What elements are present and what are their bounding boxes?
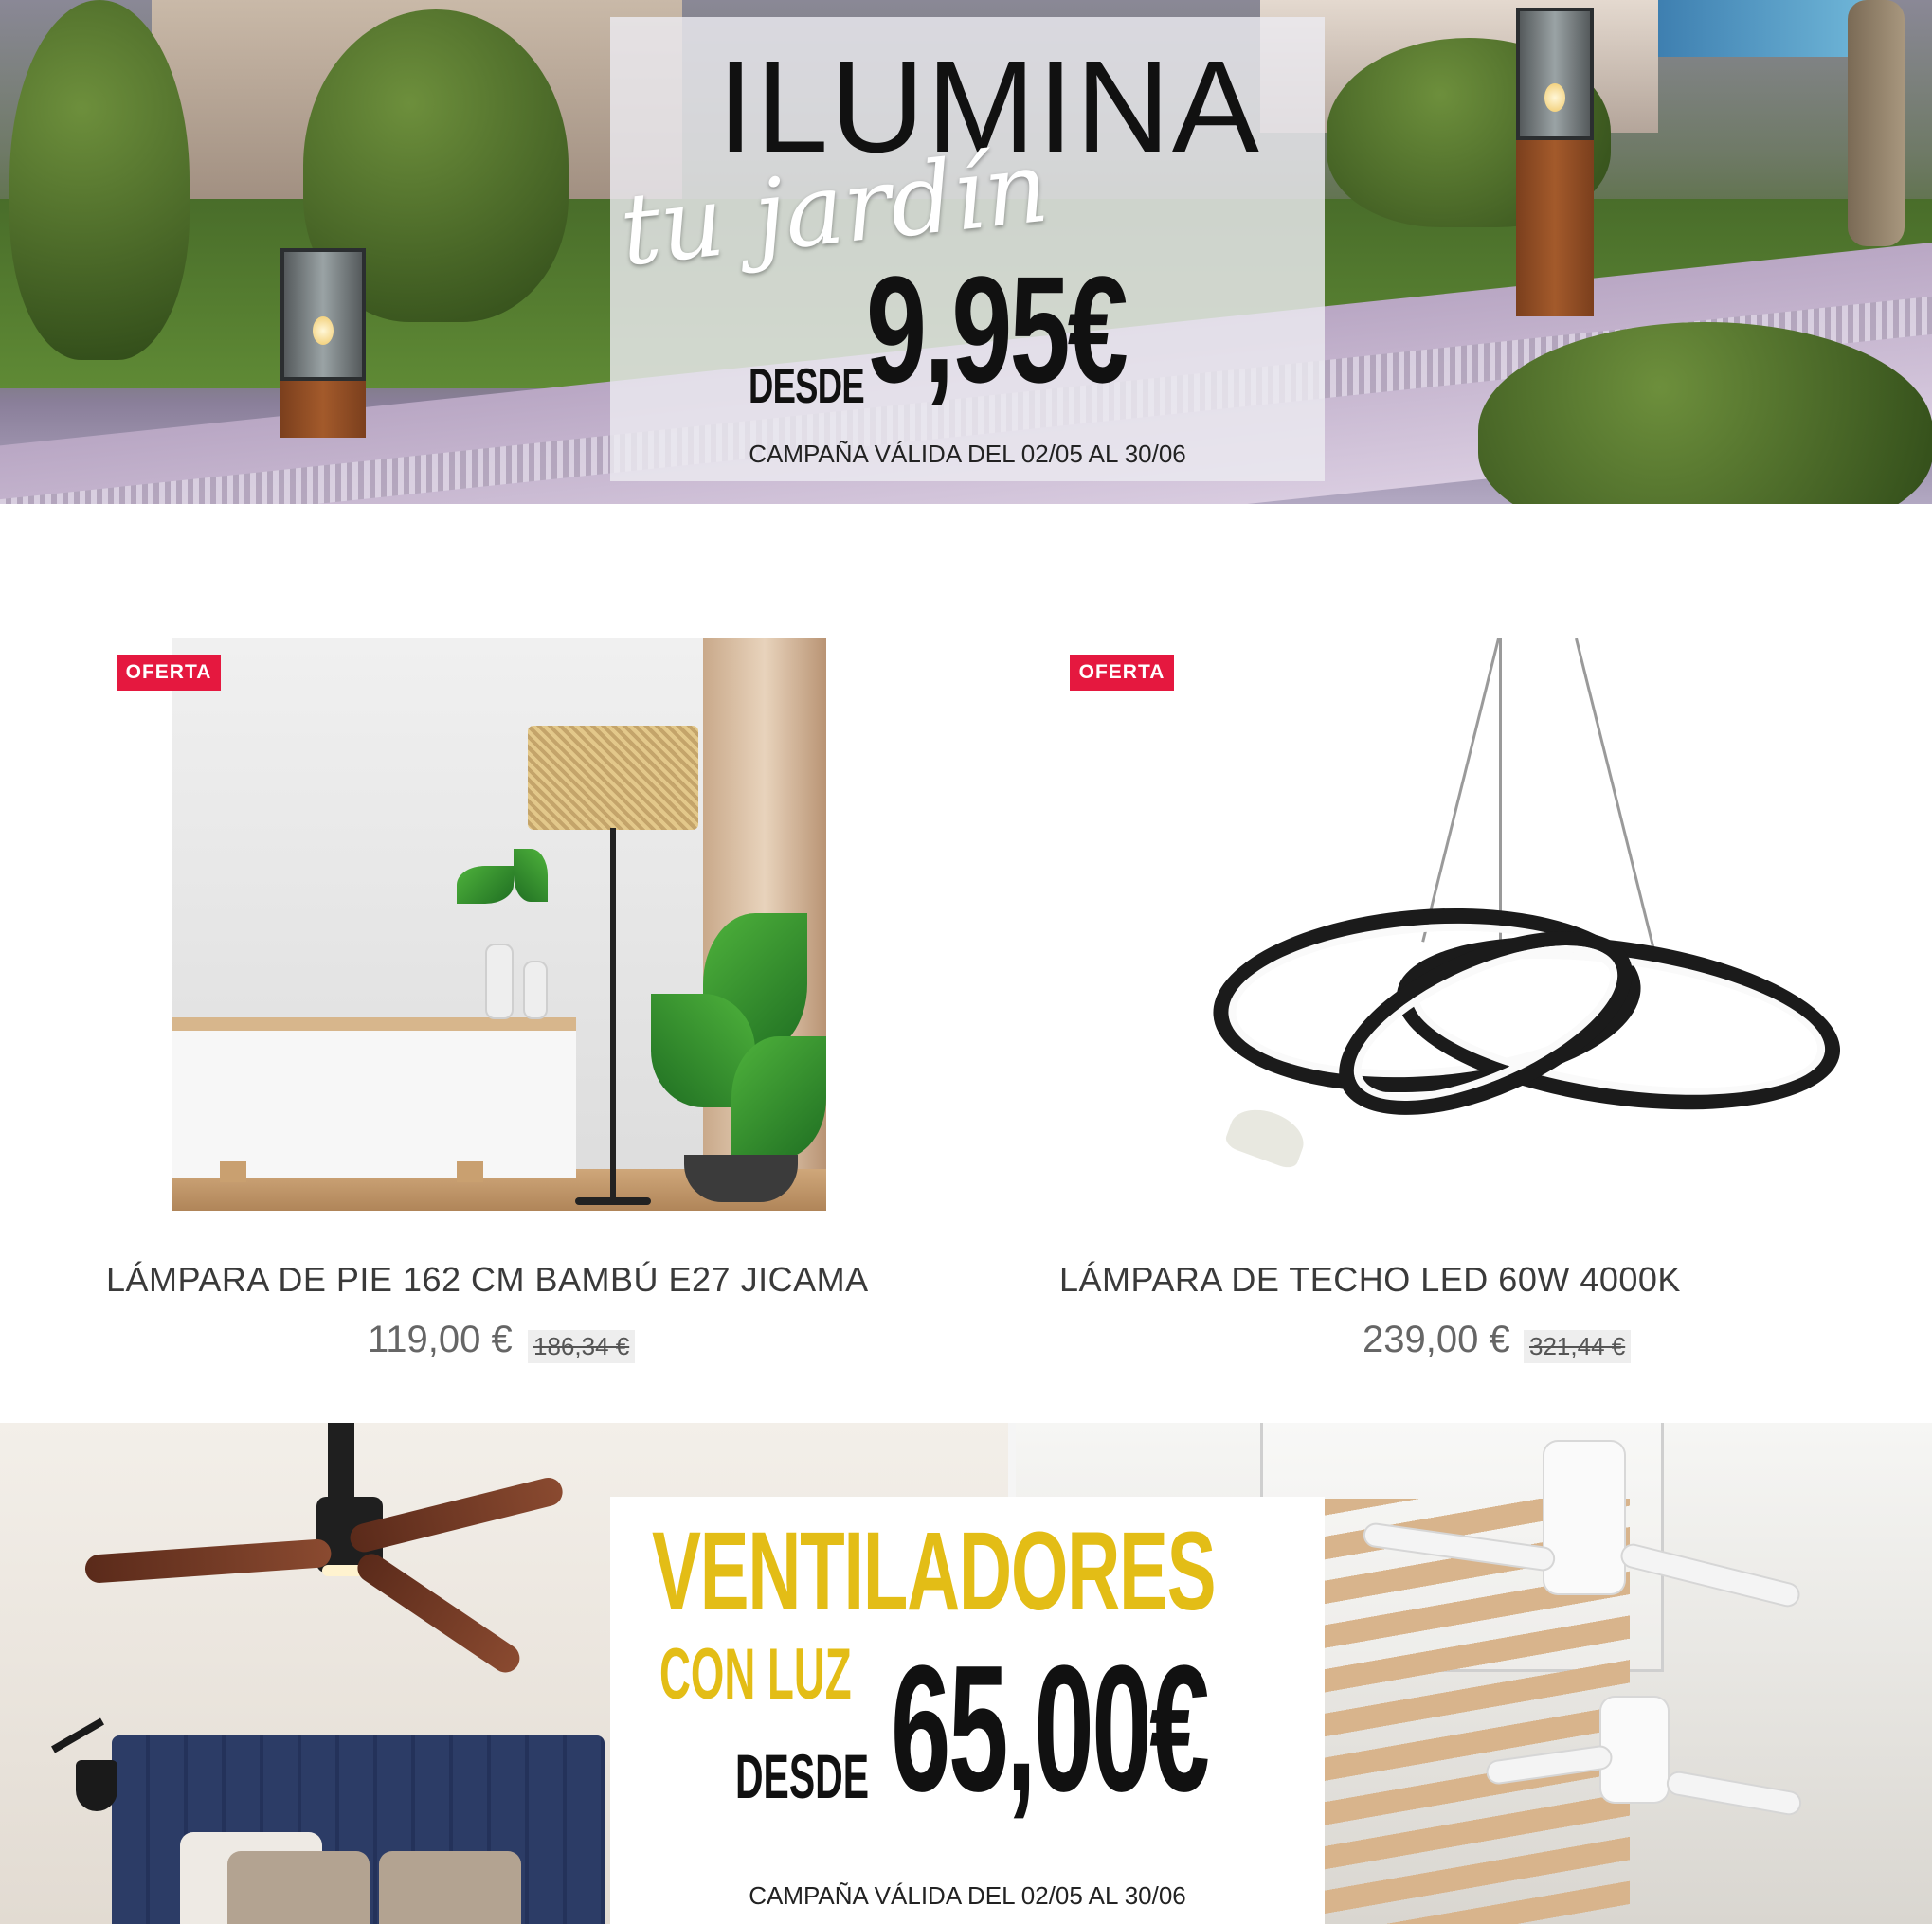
promo-from-label: DESDE <box>735 1741 869 1811</box>
product-image-ceiling-lamp[interactable] <box>1158 638 1850 1211</box>
product-price: 119,00 € <box>368 1319 513 1360</box>
product-title[interactable]: LÁMPARA DE PIE 162 CM BAMBÚ E27 JICAMA <box>106 1260 869 1299</box>
plant-leaf-image <box>731 1036 826 1160</box>
suspension-wire-image <box>1421 638 1500 943</box>
vase-image <box>523 961 548 1019</box>
product-price: 239,00 € <box>1363 1319 1510 1360</box>
product-old-price: 186,34 € <box>528 1330 635 1363</box>
promo-headline: VENTILADORES <box>652 1509 1216 1634</box>
sideboard-leg-image <box>220 1161 246 1182</box>
promo-script-line: tu jardín <box>614 128 1054 289</box>
fans-promo-box <box>610 1497 1325 1924</box>
fan-rod-image <box>328 1423 354 1501</box>
sideboard-leg-image <box>457 1161 483 1182</box>
promo-price: 9,95€ <box>866 244 1126 414</box>
white-fan-image <box>1544 1442 1624 1593</box>
promo-price: 65,00€ <box>891 1628 1208 1829</box>
promo-from-label: DESDE <box>749 359 864 414</box>
lamp-shade-image <box>528 726 698 830</box>
lamp-pole-image <box>610 828 616 1201</box>
product-image-floor-lamp[interactable] <box>172 638 826 1211</box>
suspension-wire-image <box>1499 638 1502 942</box>
bollard-lamp-image <box>1516 8 1594 316</box>
promo-campaign-dates: CAMPAÑA VÁLIDA DEL 02/05 AL 30/06 <box>749 1881 1186 1910</box>
plant-leaf-image <box>514 849 548 902</box>
suspension-wire-image <box>1575 638 1660 970</box>
plant-pot-image <box>684 1155 798 1202</box>
tree-trunk-image <box>1848 0 1905 246</box>
plant-leaf-image <box>457 866 514 904</box>
product-title[interactable]: LÁMPARA DE TECHO LED 60W 4000K <box>1059 1260 1681 1299</box>
offer-badge: OFERTA <box>117 655 221 691</box>
remote-control-image <box>1223 1101 1310 1171</box>
lamp-base-image <box>575 1197 651 1205</box>
pillow-image <box>227 1851 370 1924</box>
garden-lighting-banner[interactable] <box>0 0 1932 504</box>
sideboard-image <box>172 1017 576 1178</box>
cypress-bush-image <box>9 0 190 360</box>
wall-lamp-head-image <box>76 1760 117 1811</box>
pillow-image <box>379 1851 521 1924</box>
promo-subline: CON LUZ <box>659 1634 852 1715</box>
garden-promo-box <box>610 17 1325 481</box>
promo-headline: ILUMINA <box>717 34 1261 180</box>
pool-image <box>1658 0 1867 57</box>
white-fan-image <box>1601 1698 1668 1802</box>
vase-image <box>485 944 514 1019</box>
ceiling-fans-banner[interactable] <box>0 1423 1932 1924</box>
bollard-lamp-image <box>280 248 366 438</box>
promo-campaign-dates: CAMPAÑA VÁLIDA DEL 02/05 AL 30/06 <box>749 440 1186 468</box>
product-old-price: 321,44 € <box>1524 1330 1631 1363</box>
offer-badge: OFERTA <box>1070 655 1174 691</box>
